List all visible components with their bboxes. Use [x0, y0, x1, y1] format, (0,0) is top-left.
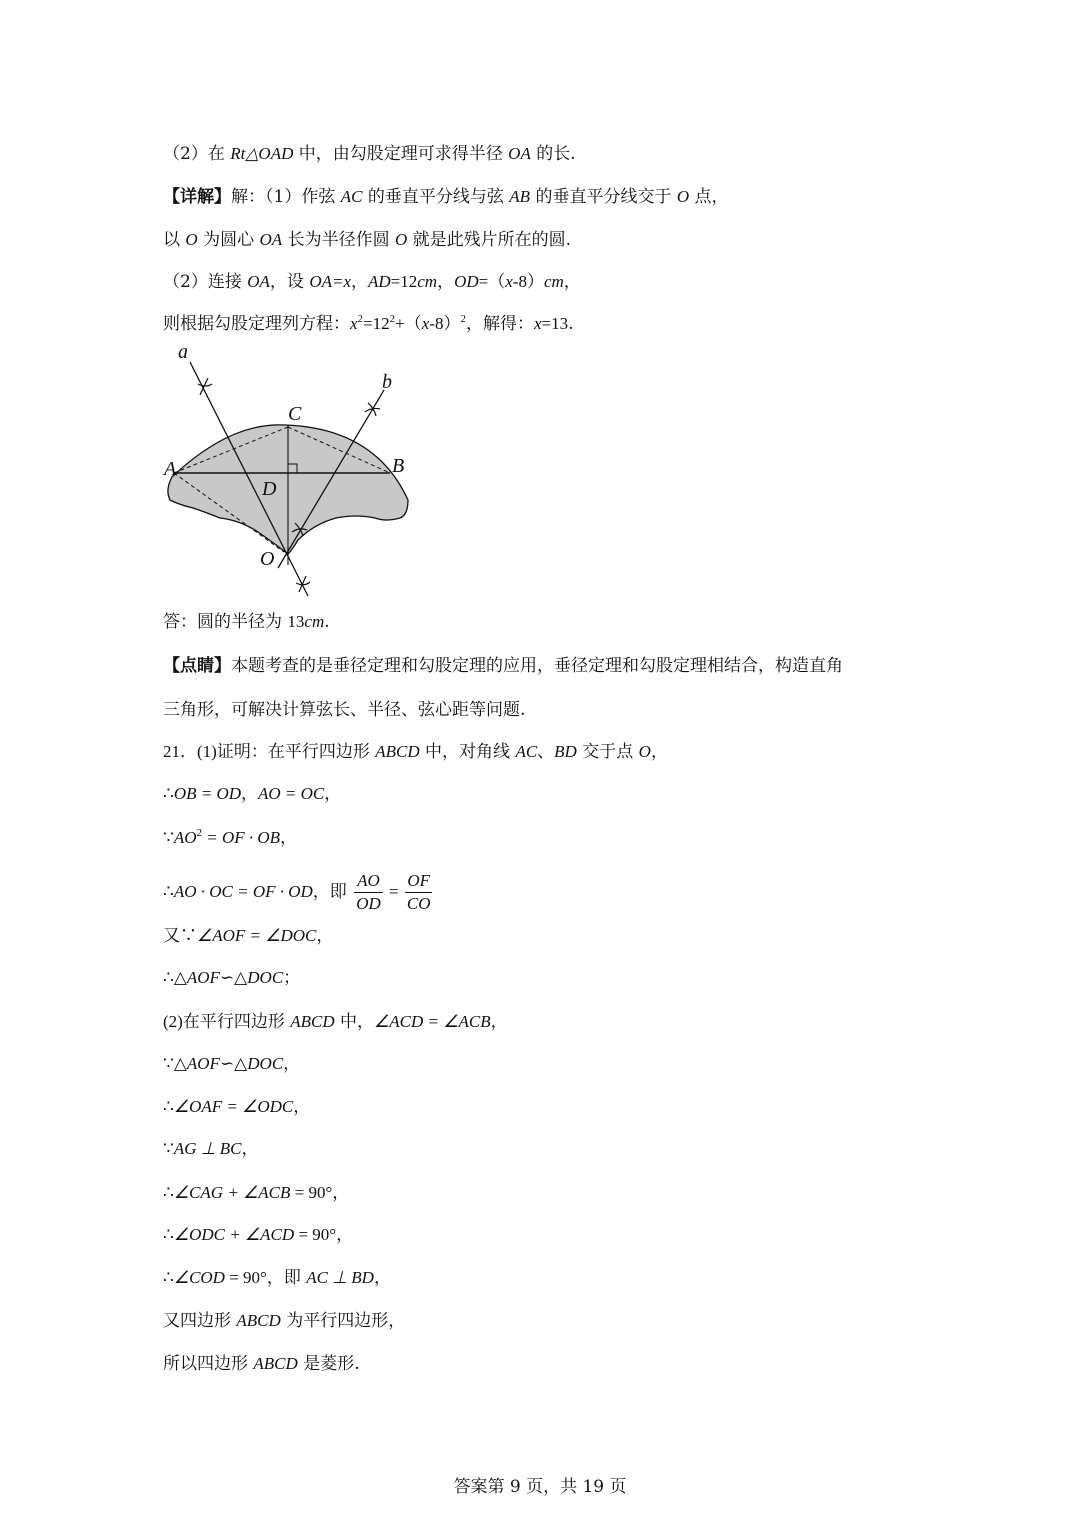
math-text: cm [543, 272, 564, 291]
number-text: -8） [429, 314, 461, 333]
text-run: （2）在 [163, 144, 231, 164]
number-text: =12 [363, 314, 390, 333]
fraction-denominator: OD [356, 894, 381, 913]
text-run: ， [316, 926, 334, 946]
geometry-figure [160, 340, 420, 600]
label-b: b [382, 371, 392, 393]
text-line-l12 [163, 870, 434, 915]
number-text: +（ [395, 314, 422, 333]
math-text: OA [508, 144, 531, 163]
text-run: ，设 [269, 272, 310, 292]
math-text: AC ⊥ BD [306, 1268, 374, 1287]
number-text: =12 [390, 272, 418, 291]
text-run: ， [373, 1268, 391, 1288]
math-text: OD [454, 272, 479, 291]
text-run: 交于点 [576, 742, 639, 762]
text-run: ∴ [163, 1183, 174, 1203]
text-run: . [568, 314, 574, 334]
text-line-l14 [163, 966, 300, 990]
text-line-l9 [163, 740, 668, 764]
text-run: . [324, 612, 330, 632]
text-line-l22 [163, 1309, 405, 1333]
text-run: 为圆心 [197, 230, 260, 250]
text-run: 为平行四边形， [280, 1311, 406, 1331]
text-line-l23 [163, 1352, 360, 1376]
text-run: ， [293, 1097, 311, 1117]
number-text: =13 [541, 314, 569, 333]
text-run: ，即 [266, 1268, 307, 1288]
section-heading: 【详解】 [163, 187, 231, 207]
math-text: DOC [247, 1054, 284, 1073]
math-text: DOC [247, 968, 284, 987]
number-text: = 90° [290, 1183, 333, 1202]
text-line-l21 [163, 1266, 391, 1290]
text-run: 本题考查的是垂径定理和勾股定理的应用，垂径定理和勾股定理相结合，构造直角 [231, 656, 843, 676]
math-text: ABCD [236, 1311, 281, 1330]
text-run: 三角形，可解决计算弦长、半径、弦心距等问题. [163, 700, 526, 720]
text-run: ∴ [163, 1225, 174, 1245]
text-run: ， [283, 1054, 301, 1074]
text-run: ， [324, 784, 342, 804]
label-a: a [178, 341, 188, 363]
text-run: 又四边形 [163, 1311, 237, 1331]
text-run: ， [241, 784, 259, 804]
text-run: 的垂直平分线交于 [530, 187, 677, 207]
math-text: O [676, 187, 690, 206]
math-text: ∠ACD = ∠ACB [374, 1012, 491, 1031]
math-text: O [185, 230, 198, 249]
text-line-l19 [163, 1181, 349, 1205]
text-run: ， [563, 272, 581, 292]
math-text: AO = OC [258, 784, 325, 803]
text-run: ∵ [163, 1139, 174, 1159]
number-text: 13 [287, 612, 305, 631]
page-footer: 答案第 9 页，共 19 页 [453, 1477, 627, 1497]
text-run: （2）连接 [163, 272, 248, 292]
math-text: AC [340, 187, 363, 206]
superscript: 2 [389, 313, 396, 325]
math-text: ∠ODC + ∠ACD [173, 1225, 295, 1244]
fraction [354, 870, 383, 915]
math-text: BD [554, 742, 577, 761]
math-text: x [350, 314, 358, 333]
math-text: AOF [186, 1054, 220, 1073]
number-text: -8） [512, 272, 544, 291]
text-line-l11 [163, 826, 297, 850]
math-text: OA [259, 230, 283, 249]
math-text: x [421, 314, 430, 333]
math-text: ∠AOF = ∠DOC [197, 926, 317, 945]
text-line-l1 [163, 142, 576, 166]
text-line-l13 [163, 924, 333, 948]
label-o: O [260, 548, 275, 570]
number-text: =（ [478, 272, 506, 291]
text-run: ，解得： [465, 314, 534, 334]
text-run: ∴ [163, 1097, 174, 1117]
number-text: = 90° [294, 1225, 337, 1244]
label-d: D [262, 478, 277, 500]
text-run: ∴ [163, 784, 174, 804]
text-line-l2 [163, 185, 729, 209]
text-run: 长为半径作圆 [282, 230, 395, 250]
text-run: 则根据勾股定理列方程： [163, 314, 350, 334]
text-run: 的垂直平分线与弦 [362, 187, 510, 207]
math-text: AO · OC = OF · OD [173, 882, 313, 901]
number-text: = [384, 882, 403, 901]
math-text: OB = OD [173, 784, 242, 803]
math-text: ∠OAF = ∠ODC [173, 1097, 294, 1116]
text-run: ， [437, 272, 455, 292]
text-run: ， [650, 742, 668, 762]
math-text: AG ⊥ BC [173, 1139, 242, 1158]
text-line-l4 [163, 270, 581, 294]
text-run: ， [490, 1012, 508, 1032]
text-run: ，即 [312, 882, 353, 902]
math-text: AO [173, 828, 197, 847]
text-run: 答：圆的半径为 [163, 612, 288, 632]
text-run: 所以四边形 [163, 1354, 254, 1374]
math-text: AD [368, 272, 391, 291]
text-line-l7 [163, 654, 843, 678]
text-run: 以 [163, 230, 186, 250]
text-run: ； [283, 968, 301, 988]
text-run: ∽△ [219, 1054, 248, 1074]
section-heading: 【点睛】 [163, 656, 231, 676]
text-line-l15 [163, 1010, 508, 1034]
math-text: AOF [186, 968, 220, 987]
math-text: = OF · OB [202, 828, 281, 847]
text-line-l8 [163, 698, 525, 722]
text-run: 中，对角线 [419, 742, 516, 762]
math-text: ∠COD [173, 1268, 225, 1287]
text-run: ∴ [163, 1268, 174, 1288]
text-run: 又∵ [163, 926, 197, 946]
math-text: AC [515, 742, 538, 761]
math-text: ABCD [375, 742, 420, 761]
text-run: 在平行四边形 [182, 1012, 291, 1032]
math-text: OA=x [309, 272, 351, 291]
fraction-numerator: AO [354, 870, 383, 893]
text-run: ∽△ [219, 968, 248, 988]
text-line-l6 [163, 610, 330, 634]
text-run: 的长. [530, 144, 576, 164]
number-text: = 90° [224, 1268, 267, 1287]
math-text: O [638, 742, 651, 761]
math-text: x [533, 314, 542, 333]
text-line-l18 [163, 1137, 259, 1161]
text-run: ∵ [163, 828, 174, 848]
math-text: AB [509, 187, 531, 206]
text-run: ， [280, 828, 298, 848]
text-run: 点， [689, 187, 729, 207]
math-text: O [394, 230, 408, 249]
text-run: 就是此残片所在的圆. [407, 230, 572, 250]
label-c: C [288, 403, 302, 425]
text-run: ， [336, 1225, 354, 1245]
text-line-l5 [163, 312, 574, 336]
text-line-l10 [163, 782, 341, 806]
text-run: 中， [334, 1012, 375, 1032]
text-run: 是菱形. [297, 1354, 360, 1374]
number-text: 21．(1) [163, 742, 217, 761]
superscript: 2 [196, 827, 202, 839]
fraction [405, 870, 433, 915]
superscript: 2 [460, 313, 466, 325]
label-a-point: A [164, 458, 177, 480]
text-run: 解：（1）作弦 [231, 187, 341, 207]
fraction-denominator: CO [406, 894, 431, 913]
text-run: ， [332, 1183, 350, 1203]
text-run: ∴△ [163, 968, 187, 988]
math-text: cm [304, 612, 325, 631]
text-line-l17 [163, 1095, 310, 1119]
text-run: 中，由勾股定理可求得半径 [293, 144, 509, 164]
text-run: ∵△ [163, 1054, 187, 1074]
text-line-l3 [163, 228, 571, 252]
text-run: ， [351, 272, 368, 292]
text-run: ， [241, 1139, 259, 1159]
text-run: 证明：在平行四边形 [216, 742, 376, 762]
math-text: OA [247, 272, 270, 291]
text-line-l16 [163, 1052, 300, 1076]
text-run: 、 [537, 742, 555, 762]
math-text: ABCD [290, 1012, 335, 1031]
math-text: cm [417, 272, 438, 291]
number-text: (2) [163, 1012, 183, 1031]
math-text: ∠CAG + ∠ACB [173, 1183, 291, 1202]
math-text: x [505, 272, 513, 291]
text-line-l20 [163, 1223, 353, 1247]
label-b-point: B [392, 455, 405, 477]
math-text: Rt△OAD [230, 144, 294, 163]
math-text: ABCD [253, 1354, 298, 1373]
fraction-numerator: OF [405, 870, 433, 893]
text-run: ∴ [163, 882, 174, 902]
superscript: 2 [357, 313, 364, 325]
